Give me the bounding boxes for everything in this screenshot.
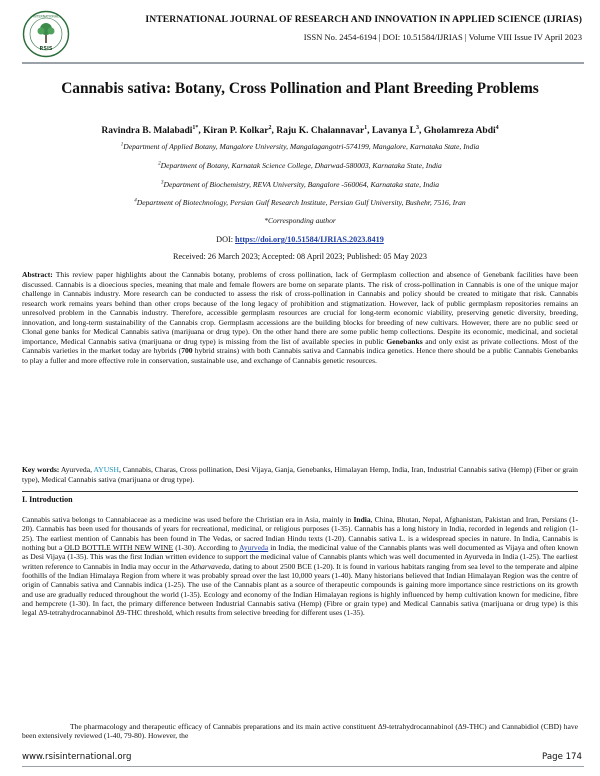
affiliation (10, 161, 590, 170)
author-sup: 1 (364, 125, 368, 131)
publication-dates: Received: 26 March 2023; Accepted: 08 April 2023; Published: 05 May 2023 (173, 252, 427, 261)
affiliation-text: Department of Botany, Karnatak Science College, Dharwad-580003, Karnataka State, India (160, 161, 442, 170)
doi-link[interactable]: https://doi.org/10.51584/IJRIAS.2023.8419 (235, 235, 384, 244)
abstract-label: Abstract: (22, 270, 53, 279)
author-sup: 4 (495, 125, 499, 131)
author-sup: 2 (268, 125, 272, 131)
journal-meta: ISSN No. 2454-6194 | DOI: 10.51584/IJRIAS | Volume VIII Issue IV April 2023 (303, 32, 582, 42)
author-name: Gholamreza Abdi (423, 126, 496, 137)
abstract-bold-num: 700 (181, 346, 193, 356)
intro-paragraph: The pharmacology and therapeutic efficacy of Cannabis preparations and its main active constituent Δ9-tetrahydrocannabinol (Δ9-THC) and Cannabidiol (CBD) have been extensively reviewed (1-40, 79-80). However, the (22, 722, 578, 741)
intro-italic-atharvaveda: Atharvaveda (190, 561, 230, 571)
abstract-text: hybrid strains) with both Cannabis sativa and Cannabis indica genetics. Hence there should be a public Cannabis Genebanks to play a fuller and more effective role in conservation, sustainable use, and exchange of Cannabis genetic resources. (22, 346, 579, 365)
section-heading: I. Introduction (22, 491, 578, 504)
affiliation-sup: 1 (120, 142, 124, 148)
intro-underlined-phrase: OLD BOTTLE WITH NEW WINE (64, 543, 174, 553)
doi-label: DOI: (216, 235, 236, 244)
intro-bold-india: India (353, 515, 371, 524)
affiliation-text: Department of Applied Botany, Mangalore University, Mangalagangotri-574199, Mangalore, Karnataka State, India (123, 142, 480, 151)
author-name: Lavanya L (371, 126, 417, 137)
abstract-text: and only exist as private collections. Most of the Cannabis varieties in the market today are hybrids ( (22, 336, 578, 356)
logo-text: RSIS (39, 46, 53, 52)
affiliation (10, 142, 590, 151)
author-name: Kiran P. Kolkar (203, 126, 269, 137)
author-list: Ravindra B. Malabadi$^{1*}$, Kiran P. Kolkar$^2$, Raju K. Chalannavar$^1$, Lavanya $L^3$, Gholamreza Abdi$^4$ (101, 125, 499, 137)
journal-title: INTERNATIONAL JOURNAL OF RESEARCH AND INNOVATION IN APPLIED SCIENCE (IJRIAS) (145, 14, 582, 25)
intro-paragraph (22, 515, 578, 618)
header-divider (22, 62, 584, 64)
affiliation (10, 198, 590, 207)
affiliation (10, 180, 590, 189)
keywords-highlight: AYUSH (93, 465, 119, 474)
keywords (22, 465, 578, 485)
abstract-text: This review paper highlights about the Cannabis botany, problems of cross pollination, lack of Germplasm collection and absence of Genebank facilities have been discussed. Cannabis is a dioecious species, meaning that male and female flowers are borne on separate plants. The risk of cross-pollination in Cannabis is one of the unique major challenge in Cannabis industry. More research can be conducted to assess the risk of cross-pollination in Cannabis and policy should be created to mitigate that risk. Cannabis research work remains years behind than other crops because of the long legacy of prohibition and stigmatization. However, lack of public germplasm repositories remains an unresolved problem in the Cannabis industry. Therefore, accessible germplasm resources are crucial for long-term economic viability, preserving genetic diversity, breeding, innovation, and long-term sustainability of the Cannabis crop. Germplasm accessions are the building blocks for breeding of new cultivars. However, there are no public seed or Clonal gene banks for Medical Cannabis sativa (marijuana or drug type). On the other hand there are some public hemp collections. Despite its economic, medicinal, and societal importance, Medical Cannabis sativa (marijuana or drug type) is missing from the list of available species in public (22, 270, 578, 346)
logo-ring-text: INTERNATIONAL (33, 14, 59, 19)
author-sup: 3 (416, 125, 420, 131)
footer-url[interactable]: www.rsisinternational.org (22, 752, 132, 762)
intro-text: (1-30). According to (173, 543, 240, 553)
intro-text: Cannabis sativa belongs to Cannabiaceae as a medicine was used before the Christian era in Asia, mainly in (22, 515, 354, 524)
affiliation-sup: 3 (160, 180, 164, 186)
affiliation-text: Department of Biochemistry, REVA University, Bangalore -560064, Karnataka state, India (163, 180, 440, 189)
rsis-logo (22, 10, 70, 58)
keywords-text: Ayurveda, (59, 465, 94, 474)
corresponding-author: *Corresponding author (264, 216, 336, 225)
author-sup: 1* (192, 125, 199, 131)
affiliation-text: Department of Biotechnology, Persian Gulf Research Institute, Persian Gulf University, Bushehr, 7516, Iran (136, 198, 466, 207)
intro-text: in India, the medicinal value of the Cannabis plants was well documented as Vijaya and often known as Desi Vijaya (1-35). This was the first Indian written evidence to support the medicinal value of Cannabis plants which was well documented in Ayurveda in India (1-25). The earliest written reference to Cannabis in India may occur in the (22, 543, 578, 571)
affiliation-sup: 2 (158, 161, 161, 167)
article-title: Cannabis sativa: Botany, Cross Pollination and Plant Breeding Problems (61, 80, 539, 97)
abstract-bold-word: Genebanks (386, 336, 423, 346)
doi-line (10, 235, 590, 244)
intro-text: , dating to about 2500 BCE (1-20). It is found in various habitats ranging from sea level to the temperate and alpine foothills of the Indian Himalaya Region from where it was probably spread over the last 10,000 years (1-40). Many historians believed that Indian Himalayan Region was the centre of origin of Cannabis sativa and Cannabis indica (1-25). The use of the Cannabis plant as a source of therapeutic compounds is gaining more importance since restrictions on its growth and use are gradually reduced throughout the world (1-35). Ecology and economy of the Indian Himalayan regions is highly influenced by hemp cultivation known for medicine, fibre and hempcrete (1-30). In fact, the primary difference between Industrial Cannabis sativa (Hemp) (Fibre or grain type) and Medical Cannabis sativa (marijuana or drug type) is this legal Δ9-tetrahydrocannabinol Δ9-THC threshold, which results from selective breeding for different uses (1-35). (22, 561, 579, 618)
keywords-label: Key words: (22, 465, 60, 474)
author-name: Raju K. Chalannavar (276, 126, 365, 137)
footer-divider (22, 766, 584, 767)
affiliation-sup: 4 (134, 198, 137, 204)
footer-page-number: Page 174 (542, 752, 582, 762)
keywords-text: , Cannabis, Charas, Cross pollination, Desi Vijaya, Ganja, Genebanks, Himalayan Hemp, India, Iran, Industrial Cannabis sativa (Hemp) (Fiber or grain type), Medical Cannabis sativa (marijuana or drug type). (22, 465, 578, 484)
abstract (22, 270, 578, 365)
journal-header (22, 10, 582, 58)
intro-ayurveda-link[interactable]: Ayurveda (239, 543, 269, 553)
intro-text: , China, Bhutan, Nepal, Afghanistan, Pakistan and Iran, Persians (1-20). Cannabis has been used for thousands of years for recreational, medicinal, or religious purposes (1-35). Cannabis has a long history in India, recorded in legends and religion (1-25). The earliest mention of Cannabis has been found in The Vedas, or sacred Indian Hindu texts (1-20). Cannabis sativa L. is a widespread species in nature. In India, Cannabis is nothing but a (22, 515, 578, 553)
author-name: Ravindra B. Malabadi (101, 126, 193, 137)
